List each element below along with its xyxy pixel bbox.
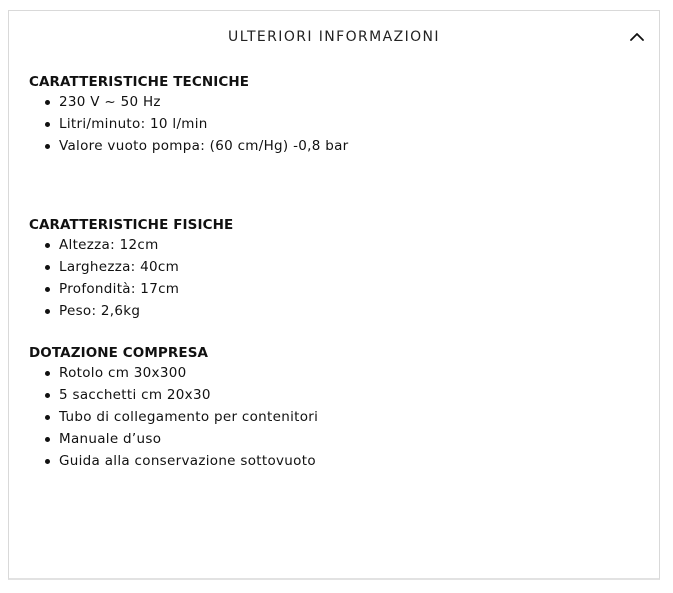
list-item: Guida alla conservazione sottovuoto	[29, 450, 629, 472]
accordion-header[interactable]	[9, 11, 659, 63]
list-item: Peso: 2,6kg	[29, 300, 629, 322]
chevron-up-icon[interactable]	[629, 30, 645, 44]
accordion-title: ULTERIORI INFORMAZIONI	[228, 29, 440, 45]
section-title-technical: CARATTERISTICHE TECNICHE	[29, 74, 250, 90]
list-item: 5 sacchetti cm 20x30	[29, 384, 629, 406]
list-item: Valore vuoto pompa: (60 cm/Hg) -0,8 bar	[29, 135, 629, 157]
list-item: Litri/minuto: 10 l/min	[29, 113, 629, 135]
list-item: Tubo di collegamento per contenitori	[29, 406, 629, 428]
list-item: Larghezza: 40cm	[29, 256, 629, 278]
accordion-content	[29, 63, 629, 472]
list-item: Rotolo cm 30x300	[29, 362, 629, 384]
included-items-list	[29, 362, 629, 472]
list-item: Profondità: 17cm	[29, 278, 629, 300]
technical-specs-list	[29, 91, 629, 157]
section-title-included: DOTAZIONE COMPRESA	[29, 345, 209, 361]
list-item: 230 V ~ 50 Hz	[29, 91, 629, 113]
physical-specs-list	[29, 234, 629, 322]
additional-info-accordion	[8, 10, 660, 580]
section-title-physical: CARATTERISTICHE FISICHE	[29, 217, 234, 233]
list-item: Manuale d’uso	[29, 428, 629, 450]
list-item: Altezza: 12cm	[29, 234, 629, 256]
